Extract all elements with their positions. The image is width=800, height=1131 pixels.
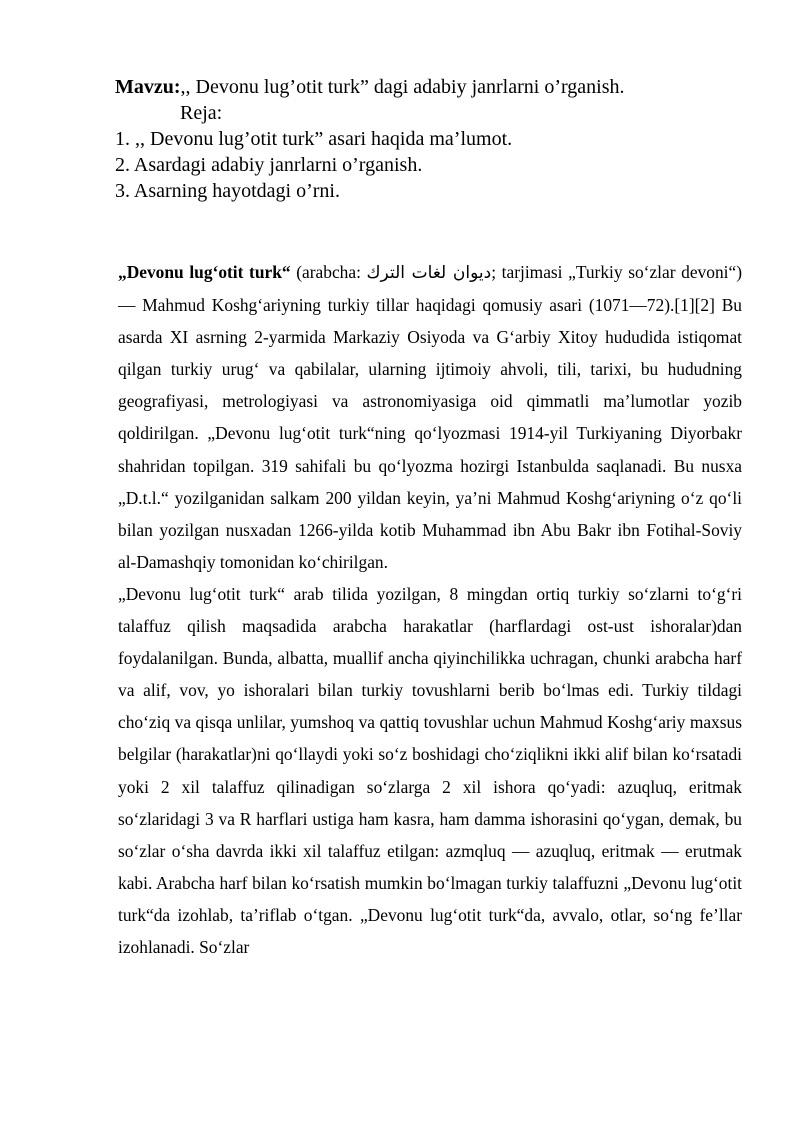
plan-item-2: 2. Asardagi adabiy janrlarni o’rganish. [115,154,423,176]
paragraph-1-intro: (arabcha: [290,262,367,282]
book-title-term: „Devonu lug‘otit turk“ [118,262,291,282]
topic-line [115,74,755,100]
paragraph-2: „Devonu lug‘otit turk“ arab tilida yozilgan, 8 mingdan ortiq turkiy so‘zlarni to‘g‘ri talaffuz qilish maqsadida arabcha harakatlar (harflardagi ost-ust ishoralar)dan foydalanilgan. Bunda, albatta, muallif ancha qiyinchilikka uchragan, chunki arabcha harf va alif, vov, yo ishoralari bilan turkiy tovushlarni berib bo‘lmas edi. Turkiy tildagi cho‘ziq va qisqa unlilar, yumshoq va qattiq tovushlar uchun Mahmud Koshg‘ariy maxsus belgilar (harakatlar)ni qo‘llaydi yoki so‘z boshidagi cho‘ziqlikni ikki alif bilan ko‘rsatadi yoki 2 xil talaffuz qilinadigan so‘zlarga 2 xil ishora qo‘yadi: azuqluq, eritmak so‘zlaridagi 3 va R harflari ustiga ham kasra, ham damma ishorasini qo‘ygan, demak, bu so‘zlar o‘sha davrda ikki xil talaffuz etilgan: azmqluq — azuqluq, eritmak — erutmak kabi. Arabcha harf bilan ko‘rsatish mumkin bo‘lmagan turkiy talaffuzni „Devonu lug‘otit turk“da izohlab, ta’riflab o‘tgan. „Devonu lug‘otit turk“da, avvalo, otlar, so‘ng fe’llar izohlanadi. So‘zlar [118,583,742,957]
paragraph-1-rest: ; tarjimasi „Turkiy so‘zlar devoni“) — Mahmud Koshg‘ariyning turkiy tillar haqidagi qomusiy asari (1071—72).[1][2] Bu asarda XI asrning 2-yarmida Markaziy Osiyoda va G‘arbiy Xitoy hududida istiqomat qilgan turkiy urug‘ va qabilalar, ularning ijtimoiy ahvoli, tili, tarixi, bu hududning geografiyasi, metrologiyasi va astronomiyasiga oid qimmatli ma’lumotlar yozib qoldirilgan. „Devonu lug‘otit turk“ning qo‘lyozmasi 1914-yil Turkiyaning Diyorbakr shahridan topilgan. 319 sahifali bu qo‘lyozma hozirgi Istanbulda saqlanadi. Bu nusxa „D.t.l.“ yozilganidan salkam 200 yildan keyin, ya’ni Mahmud Koshg‘ariyning o‘z qo‘li bilan yozilgan nusxadan 1266-yilda kotib Muhammad ibn Abu Bakr ibn Fotihal-Soviy al-Damashqiy tomonidan ko‘chirilgan. [118,262,742,572]
topic-label: Mavzu: [115,76,181,98]
plan-item-1: 1. ,, Devonu lug’otit turk” asari haqida ma’lumot. [115,128,513,150]
document-header [115,74,755,204]
plan-item-3: 3. Asarning hayotdagi o’rni. [115,180,340,202]
topic-text: ,, Devonu lug’otit turk” dagi adabiy janrlarni o’rganish. [180,76,625,98]
plan-label: Reja: [180,102,223,124]
paragraph-1 [118,256,742,578]
arabic-title: ديوان لغات الترك [366,263,492,283]
document-body [118,256,742,963]
